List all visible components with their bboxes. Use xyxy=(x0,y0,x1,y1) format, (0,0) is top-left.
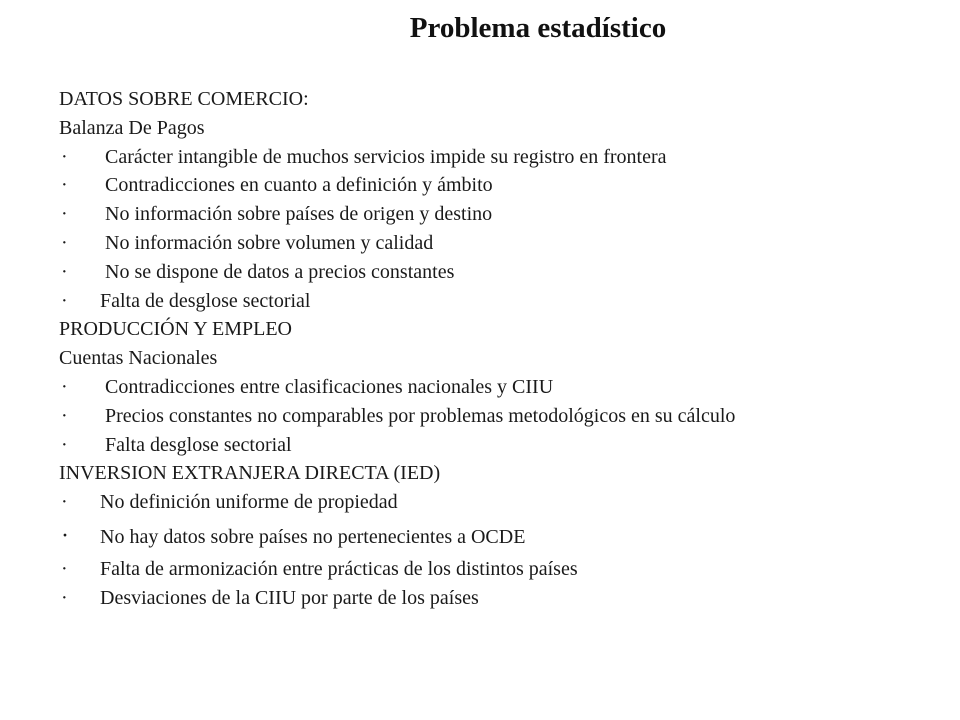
slide-content xyxy=(59,85,939,613)
bullet-dot: · xyxy=(61,260,68,283)
bullet-dot: · xyxy=(61,145,68,168)
list-item xyxy=(59,200,939,229)
list-item xyxy=(59,488,939,517)
list-item-text: Contradicciones en cuanto a definición y ámbito xyxy=(105,174,493,197)
list-item-text: Desviaciones de la CIIU por parte de los países xyxy=(100,586,479,609)
list-item-text: No definición uniforme de propiedad xyxy=(100,491,398,514)
list-item xyxy=(59,143,939,172)
section-heading-ied xyxy=(59,459,939,488)
list-item xyxy=(59,584,939,613)
list-item xyxy=(59,402,939,431)
heading-text: PRODUCCIÓN Y EMPLEO xyxy=(59,318,292,341)
list-item-text: Carácter intangible de muchos servicios impide su registro en frontera xyxy=(105,145,667,168)
subheading-balanza xyxy=(59,114,939,143)
list-item xyxy=(59,517,939,555)
bullet-dot: · xyxy=(61,231,68,254)
subheading-text: Cuentas Nacionales xyxy=(59,347,218,370)
list-item xyxy=(59,171,939,200)
list-item-text: No información sobre volumen y calidad xyxy=(105,231,434,254)
list-item xyxy=(59,287,939,316)
bullet-dot: · xyxy=(61,375,68,398)
section-heading-comercio xyxy=(59,85,939,114)
bullet-dot: · xyxy=(61,203,68,226)
list-item xyxy=(59,229,939,258)
list-item xyxy=(59,431,939,460)
bullet-dot: · xyxy=(61,586,68,609)
slide-title: Problema estadístico xyxy=(409,12,667,44)
list-item-text: Falta de armonización entre prácticas de los distintos países xyxy=(100,557,578,580)
subheading-text: Balanza De Pagos xyxy=(59,116,205,139)
heading-text: INVERSION EXTRANJERA DIRECTA (IED) xyxy=(59,462,441,485)
bullet-dot: · xyxy=(61,491,68,514)
list-item-text: Precios constantes no comparables por problemas metodológicos en su cálculo xyxy=(105,404,736,427)
bullet-dot: · xyxy=(61,404,68,427)
bullet-dot: · xyxy=(61,522,69,549)
list-item xyxy=(59,373,939,402)
bullet-dot: · xyxy=(61,289,68,312)
list-item xyxy=(59,555,939,584)
bullet-dot: · xyxy=(61,557,68,580)
list-item-text: Falta de desglose sectorial xyxy=(100,289,311,312)
list-item-text: No se dispone de datos a precios constantes xyxy=(105,260,455,283)
heading-text: DATOS SOBRE COMERCIO: xyxy=(59,88,309,110)
bullet-dot: · xyxy=(61,174,68,197)
list-item-text: No hay datos sobre países no pertenecientes a OCDE xyxy=(100,525,526,548)
section-heading-produccion xyxy=(59,315,939,344)
list-item-text: Falta desglose sectorial xyxy=(105,433,292,456)
subheading-cuentas xyxy=(59,344,939,373)
list-item-text: No información sobre países de origen y destino xyxy=(105,203,493,226)
list-item xyxy=(59,258,939,287)
bullet-dot: · xyxy=(61,433,68,456)
list-item-text: Contradicciones entre clasificaciones nacionales y CIIU xyxy=(105,375,554,398)
